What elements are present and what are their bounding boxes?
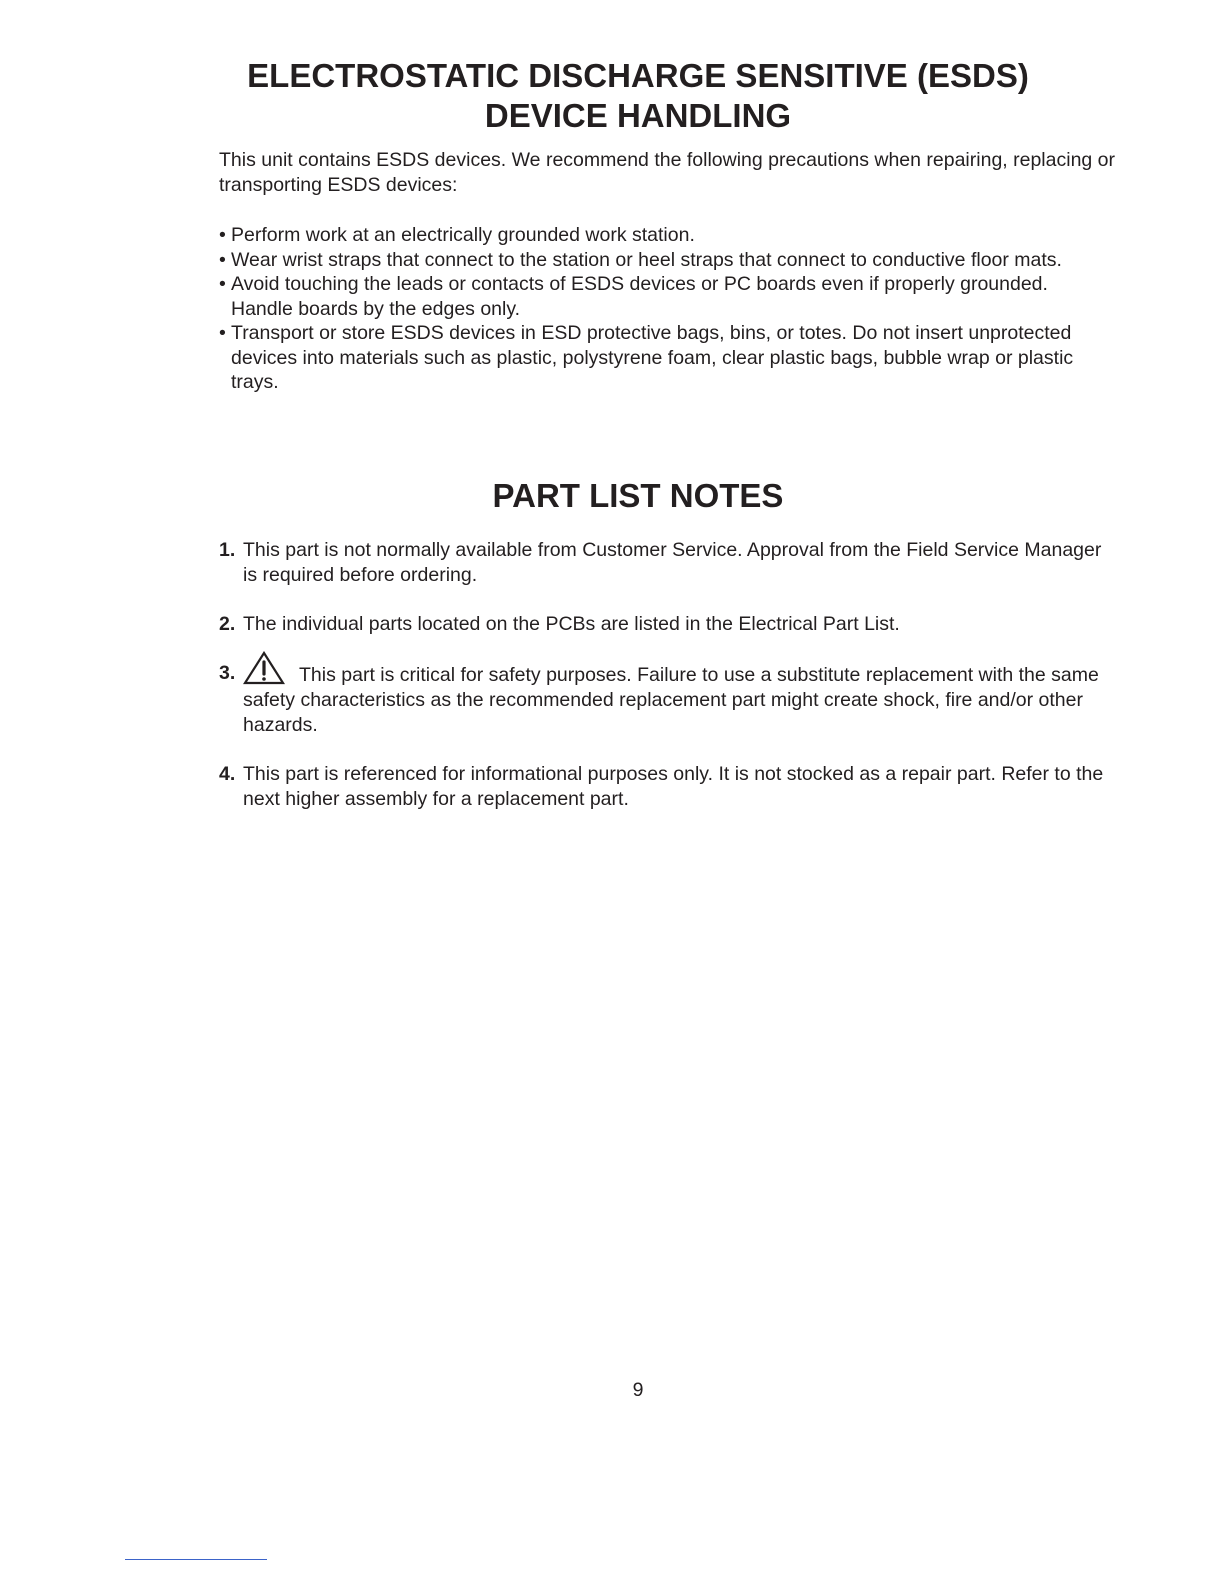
bullet-marker: • <box>219 322 226 344</box>
bullet-text: Transport or store ESDS devices in ESD protective bags, bins, or totes. Do not insert unprotected devices into materials such as plastic, polystyrene foam, clear plastic bags, bubble wrap or plastic trays. <box>231 322 1074 393</box>
page-number: 9 <box>632 1379 644 1401</box>
footer-rule <box>125 1559 267 1560</box>
esds-intro-paragraph: This unit contains ESDS devices. We recommend the following precautions when repairing, replacing or transporting ESDS devices: <box>219 149 1116 196</box>
list-item <box>219 223 1079 248</box>
bullet-text: Wear wrist straps that connect to the station or heel straps that connect to conductive floor mats. <box>231 248 1062 271</box>
list-item <box>219 321 1079 395</box>
note-number: 3. <box>219 662 236 685</box>
bullet-text: Perform work at an electrically grounded work station. <box>231 224 695 246</box>
part-list-notes-title: PART LIST NOTES <box>492 477 784 514</box>
bullet-marker: • <box>219 273 226 295</box>
list-item <box>219 272 1079 321</box>
note-text: This part is referenced for informational purposes only. It is not stocked as a repair part. Refer to the next higher assembly for a replacement part. <box>243 763 1104 810</box>
warning-triangle-icon <box>243 651 285 685</box>
list-item <box>219 538 1109 587</box>
note-text: This part is not normally available from Customer Service. Approval from the Field Service Manager is required before ordering. <box>243 539 1102 586</box>
note-text: The individual parts located on the PCBs are listed in the Electrical Part List. <box>243 613 900 636</box>
esds-title-line-1: ELECTROSTATIC DISCHARGE SENSITIVE (ESDS) <box>247 57 1029 94</box>
bullet-marker: • <box>219 224 226 246</box>
esds-section-title <box>0 56 1224 136</box>
esds-precautions-list <box>219 223 1079 395</box>
esds-title-line-2: DEVICE HANDLING <box>484 97 792 134</box>
bullet-marker: • <box>219 248 226 271</box>
list-item <box>219 762 1109 811</box>
note-text: This part is critical for safety purposes. Failure to use a substitute replacement with the same safety characteristics as the recommended replacement part might create shock, fire and/or other hazards. <box>243 664 1099 736</box>
note-number: 4. <box>219 763 236 786</box>
bullet-text: Avoid touching the leads or contacts of ESDS devices or PC boards even if properly grounded. Handle boards by the edges only. <box>231 273 1048 320</box>
list-item <box>219 661 1109 737</box>
list-item <box>219 612 1109 637</box>
list-item <box>219 248 1079 273</box>
note-number: 2. <box>219 613 236 636</box>
part-list-notes-list <box>219 538 1109 812</box>
note-number: 1. <box>219 539 236 561</box>
